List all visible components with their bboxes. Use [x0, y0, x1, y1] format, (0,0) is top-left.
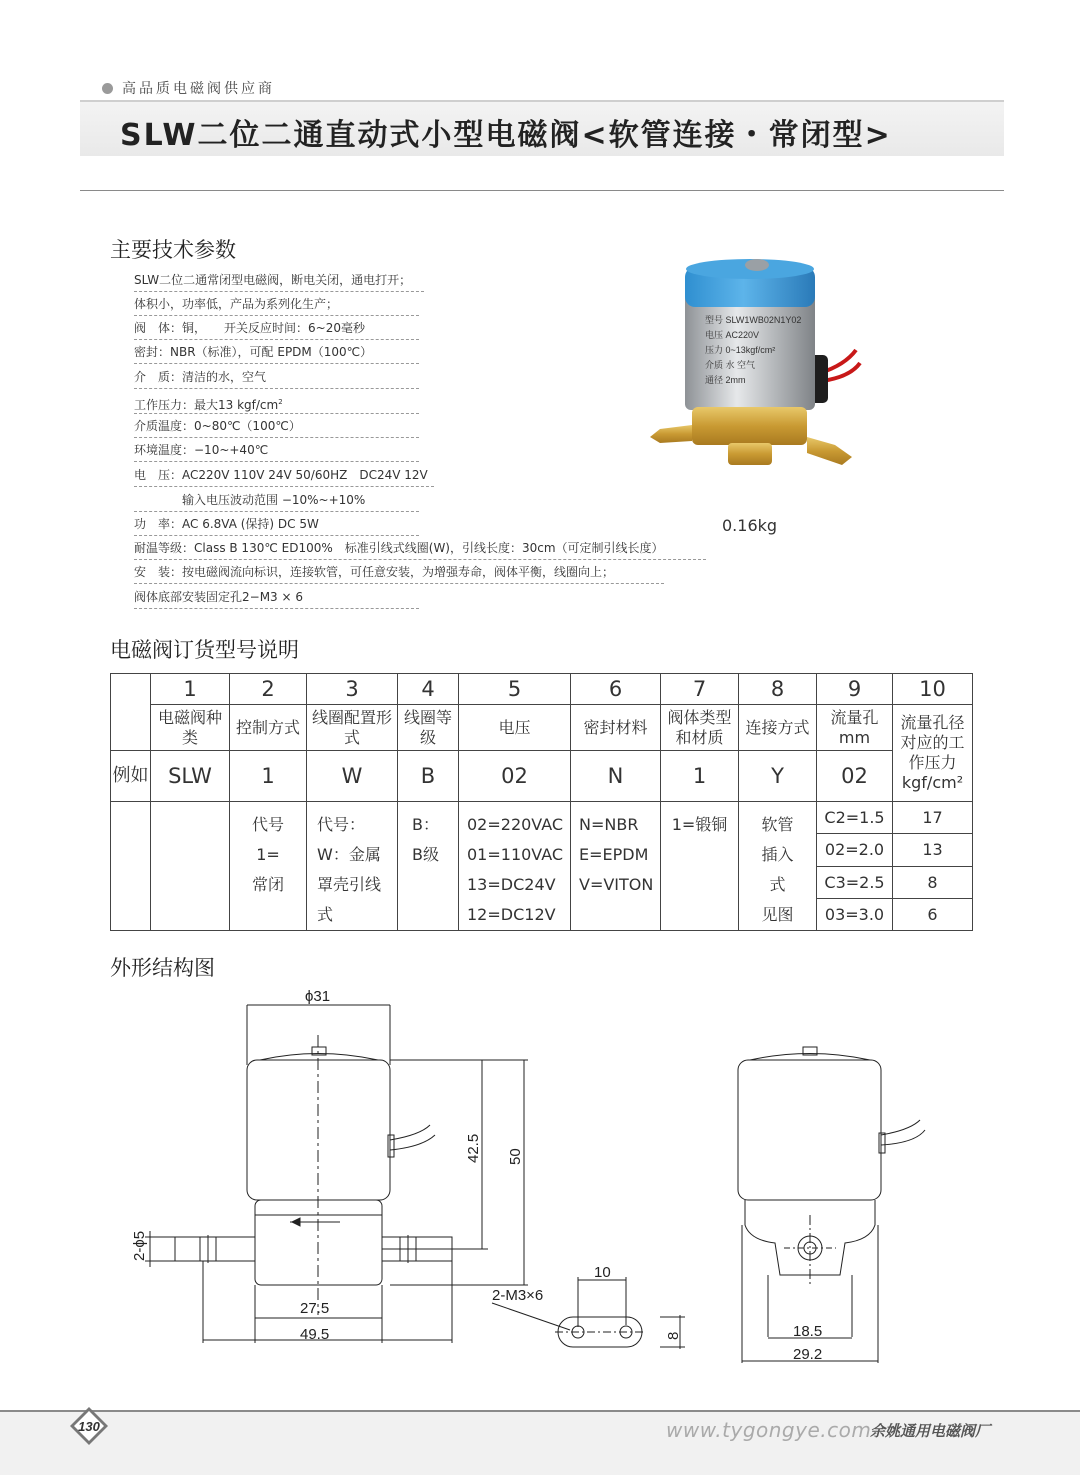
- option-text: 1=: [256, 845, 280, 864]
- spec-line: 工作压力：最大13 kgf/$cm^2$: [134, 392, 419, 414]
- table-cell: [398, 802, 459, 931]
- label-line: 介质 水 空气: [705, 360, 756, 370]
- table-cell: [111, 802, 151, 931]
- title-band: [80, 100, 1004, 156]
- company-name: 余姚通用电磁阀厂: [870, 1422, 991, 1440]
- footer-divider: [0, 1410, 1080, 1412]
- spec-line: 介 质：清洁的水，空气: [134, 367, 419, 389]
- spec-line: 阀体底部安装固定孔2−M3 × 6: [134, 587, 419, 609]
- order-section-title: 电磁阀订货型号说明: [110, 638, 299, 662]
- dim-label: ϕ31: [305, 988, 331, 1005]
- table-cell: C2=1.5: [817, 802, 893, 834]
- spec-line: 电 压：AC220V 110V 24V 50/60HZ DC24V 12V: [134, 465, 434, 487]
- dim-label: 42.5: [465, 1133, 482, 1163]
- table-row: [111, 751, 973, 802]
- table-header: 阀体类型和材质: [661, 705, 739, 751]
- table-header: 线圈等级: [398, 705, 459, 751]
- spec-line: 输入电压波动范围 −10%~+10%: [134, 490, 419, 512]
- side-view: [738, 1047, 925, 1363]
- option-text: V=VITON: [579, 875, 654, 894]
- table-cell: Y: [739, 751, 817, 802]
- spec-line: 环境温度：−10~+40℃: [134, 440, 419, 462]
- table-cell: 5: [459, 674, 571, 705]
- option-text: 罩壳引线: [317, 875, 382, 894]
- spec-line: 阀 体：铜， 开关反应时间：6~20毫秒: [134, 318, 419, 340]
- table-cell: 02: [817, 751, 893, 802]
- spec-line: SLW二位二通常闭型电磁阀，断电关闭，通电打开；: [134, 270, 424, 292]
- option-text: N=NBR: [579, 815, 639, 834]
- table-cell: 1: [661, 751, 739, 802]
- product-photo: [630, 245, 880, 515]
- label-line: 压力 0~13kgf/cm²: [705, 345, 776, 355]
- label-line: 型号 SLW1WB02N1Y02: [705, 315, 802, 325]
- spec-section-title: 主要技术参数: [110, 238, 236, 262]
- dimension-drawing: [100, 985, 1000, 1375]
- table-header: 连接方式: [739, 705, 817, 751]
- table-cell: 7: [661, 674, 739, 705]
- page-number-badge: [70, 1407, 108, 1445]
- option-text: B级: [412, 845, 439, 864]
- table-cell: 8: [893, 866, 973, 898]
- table-header: 电压: [459, 705, 571, 751]
- label-line: 通径 2mm: [705, 375, 746, 385]
- table-cell: 6: [571, 674, 661, 705]
- brand-row: [102, 79, 275, 97]
- dim-label: 27.5: [300, 1300, 330, 1317]
- dim-label: 2-ϕ5: [131, 1230, 148, 1261]
- table-cell: N: [571, 751, 661, 802]
- table-cell: 13: [893, 834, 973, 866]
- spec-line: 体积小，功率低，产品为系列化生产；: [134, 294, 419, 316]
- mount-detail: [492, 1264, 685, 1349]
- table-cell: 6: [893, 898, 973, 930]
- table-cell: 02: [459, 751, 571, 802]
- dim-label: 2-M3×6: [492, 1287, 544, 1304]
- website-url[interactable]: www.tygongye.com: [666, 1418, 872, 1442]
- dim-label: 8: [665, 1331, 682, 1340]
- brand-slogan: 高品质电磁阀供应商: [122, 81, 275, 97]
- spec-line: 介质温度：0~80℃（100℃）: [134, 416, 419, 438]
- option-text: 01=110VAC: [467, 845, 564, 864]
- table-header: 线圈配置形式: [307, 705, 398, 751]
- page-title: SLW二位二通直动式小型电磁阀<软管连接・常闭型>: [120, 118, 892, 153]
- table-cell: 8: [739, 674, 817, 705]
- spec-line: 耐温等级：Class B 130℃ ED100% 标准引线式线圈(W)，引线长度：30cm（可定制引线长度）: [134, 538, 706, 560]
- option-text: 见图: [761, 905, 794, 924]
- product-weight: 0.16kg: [722, 516, 778, 535]
- option-text: 02=220VAC: [467, 815, 564, 834]
- option-text: 式: [769, 875, 786, 894]
- table-cell: SLW: [151, 751, 230, 802]
- table-row: [111, 674, 973, 705]
- table-cell: [307, 802, 398, 931]
- dim-label: 29.2: [793, 1346, 823, 1363]
- option-text: 软管: [761, 815, 794, 834]
- table-cell: 1: [230, 751, 307, 802]
- table-cell: W: [307, 751, 398, 802]
- table-cell: 2: [230, 674, 307, 705]
- drawing-section-title: 外形结构图: [110, 956, 215, 980]
- option-text: B：: [412, 815, 439, 834]
- option-text: 1=锻铜: [671, 815, 728, 834]
- option-text: 常闭: [251, 875, 284, 894]
- table-row: [111, 705, 973, 751]
- dim-label: 18.5: [793, 1323, 823, 1340]
- table-cell: [571, 802, 661, 931]
- spec-line: 密封：NBR（标准），可配 EPDM（100℃）: [134, 342, 419, 364]
- table-header: 流量孔mm: [817, 705, 893, 751]
- table-cell: B: [398, 751, 459, 802]
- table-cell: C3=2.5: [817, 866, 893, 898]
- option-text: 代号: [251, 815, 284, 834]
- example-label: 例如: [111, 751, 151, 802]
- dim-label: 49.5: [300, 1326, 330, 1343]
- table-cell: [459, 802, 571, 931]
- table-cell: 10: [893, 674, 973, 705]
- table-header: 电磁阀种类: [151, 705, 230, 751]
- table-header: 密封材料: [571, 705, 661, 751]
- table-cell: 1: [151, 674, 230, 705]
- order-code-table: [110, 673, 973, 931]
- table-header: 控制方式: [230, 705, 307, 751]
- table-cell: [230, 802, 307, 931]
- option-text: 代号：: [317, 815, 366, 834]
- bullet-dot-icon: [102, 83, 113, 94]
- option-text: E=EPDM: [579, 845, 649, 864]
- option-text: 插入: [761, 845, 794, 864]
- table-cell: 02=2.0: [817, 834, 893, 866]
- front-view: [131, 988, 528, 1343]
- table-cell: 17: [893, 802, 973, 834]
- table-cell: 3: [307, 674, 398, 705]
- page-number: 130: [78, 1419, 100, 1434]
- table-cell: [111, 674, 151, 751]
- spec-line: 功 率：AC 6.8VA (保持) DC 5W: [134, 514, 419, 536]
- table-cell: [151, 802, 230, 931]
- table-cell: [661, 802, 739, 931]
- label-line: 电压 AC220V: [705, 330, 760, 340]
- option-text: 式: [317, 905, 334, 924]
- table-header: 流量孔径对应的工作压力kgf/cm²: [893, 705, 973, 802]
- table-cell: 9: [817, 674, 893, 705]
- dim-label: 50: [507, 1148, 524, 1165]
- spec-line: 安 装：按电磁阀流向标识，连接软管，可任意安装，为增强寿命，阀体平衡，线圈向上；: [134, 562, 664, 584]
- option-text: 12=DC12V: [467, 905, 556, 924]
- option-text: 13=DC24V: [467, 875, 556, 894]
- dim-label: 10: [594, 1264, 611, 1281]
- table-cell: 03=3.0: [817, 898, 893, 930]
- option-text: W：金属: [317, 845, 381, 864]
- title-divider: [80, 190, 1004, 191]
- table-row: [111, 802, 973, 834]
- table-cell: 4: [398, 674, 459, 705]
- table-cell: [739, 802, 817, 931]
